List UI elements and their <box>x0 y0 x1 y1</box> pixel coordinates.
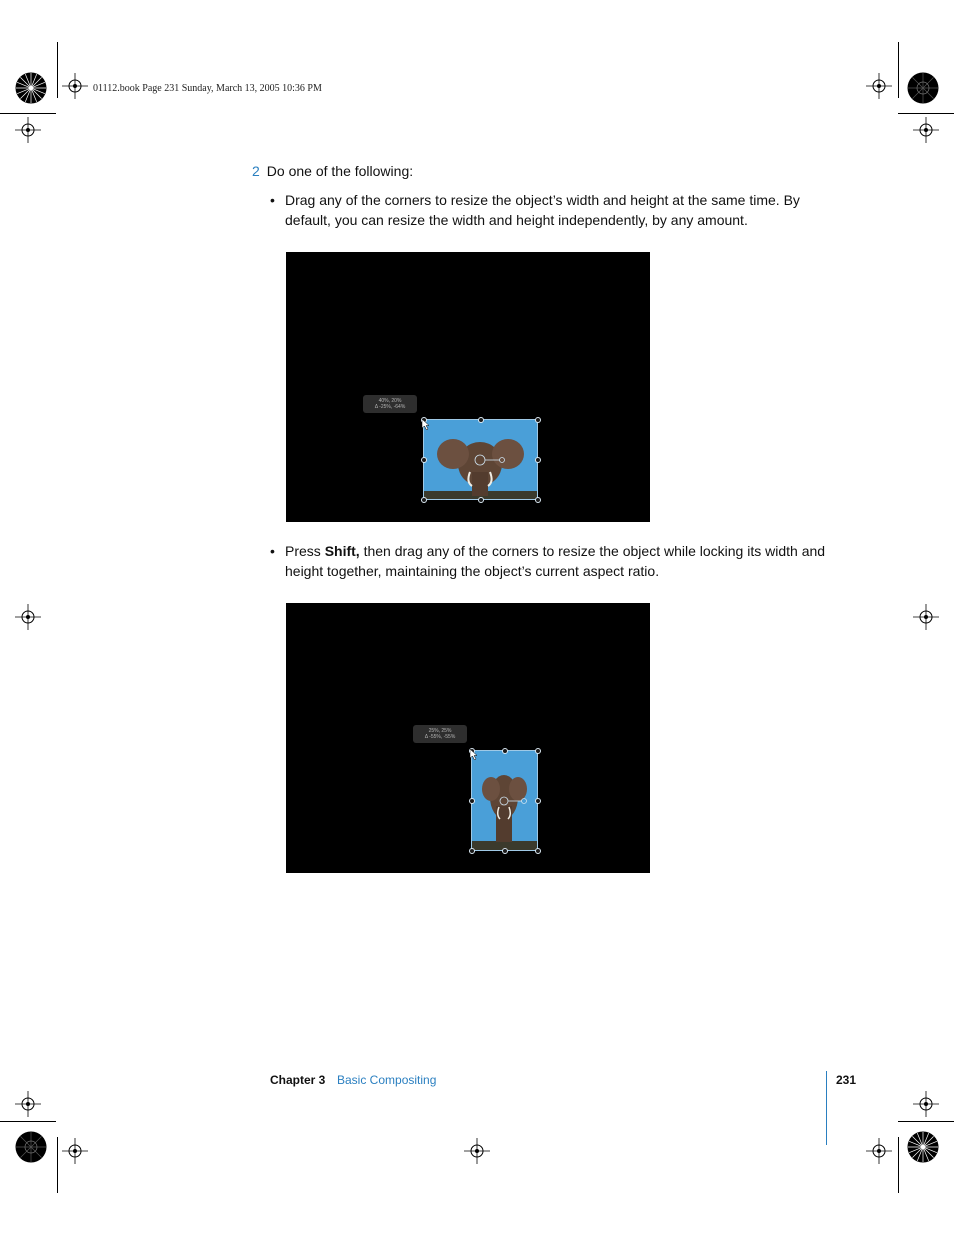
bullet-body: then drag any of the corners to resize the object while locking its width and height together, maintaining the object’s current aspect ratio. <box>285 543 826 579</box>
crosshair-registration-icon <box>15 117 41 143</box>
elephant-image <box>424 420 537 499</box>
mouse-pointer-icon <box>422 419 430 430</box>
crop-mark <box>57 1137 58 1193</box>
screenshot-figure-1 <box>286 252 650 522</box>
crosshair-registration-icon <box>464 1138 490 1164</box>
resize-handle-right[interactable] <box>535 457 541 463</box>
crosshair-registration-icon <box>15 1091 41 1117</box>
resize-handle-left[interactable] <box>469 798 475 804</box>
transform-hud <box>413 725 467 743</box>
shift-key-label: Shift, <box>324 543 360 559</box>
chapter-title: Basic Compositing <box>337 1073 437 1087</box>
hud-scale: 40%, 20% <box>378 398 402 404</box>
step-number: 2 <box>252 163 260 179</box>
crop-mark <box>0 113 56 114</box>
starburst-target-icon <box>907 1131 939 1163</box>
resize-handle-top[interactable] <box>502 748 508 754</box>
mouse-pointer-icon <box>470 749 478 760</box>
hud-scale: 25%, 25% <box>428 728 452 734</box>
crosshair-registration-icon <box>62 73 88 99</box>
crosshair-registration-icon <box>866 1138 892 1164</box>
bullet-item <box>270 190 830 230</box>
crop-mark <box>57 42 58 98</box>
bullet-text <box>285 541 830 581</box>
elephant-photo[interactable] <box>423 419 538 500</box>
step-line <box>252 163 413 179</box>
crosshair-registration-icon <box>913 117 939 143</box>
crosshair-registration-icon <box>15 604 41 630</box>
hud-delta: Δ -55%, -55% <box>424 734 456 740</box>
footer-rule <box>826 1071 827 1145</box>
crop-mark <box>898 1121 954 1122</box>
header-slug: 01112.book Page 231 Sunday, March 13, 2005 10:36 PM <box>93 83 322 94</box>
crosshair-registration-icon <box>62 1138 88 1164</box>
bullet-item <box>270 541 830 581</box>
resize-handle-bottom[interactable] <box>478 497 484 503</box>
starburst-target-icon <box>15 72 47 104</box>
resize-handle-bottom-right[interactable] <box>535 848 541 854</box>
bullet-text: Drag any of the corners to resize the object’s width and height at the same time. By default, you can resize the width and height independently, by any amount. <box>285 192 800 228</box>
crosshair-registration-icon <box>866 73 892 99</box>
starburst-target-icon <box>15 1131 47 1163</box>
chapter-label: Chapter 3 <box>270 1073 326 1087</box>
hud-delta: Δ -25%, -64% <box>374 404 406 410</box>
resize-handle-top-right[interactable] <box>535 417 541 423</box>
elephant-photo[interactable] <box>471 750 538 851</box>
resize-handle-top[interactable] <box>478 417 484 423</box>
resize-handle-left[interactable] <box>421 457 427 463</box>
resize-handle-bottom-left[interactable] <box>469 848 475 854</box>
starburst-target-icon <box>907 72 939 104</box>
crosshair-registration-icon <box>913 1091 939 1117</box>
resize-handle-top-right[interactable] <box>535 748 541 754</box>
bullet-dot: • <box>270 543 275 559</box>
bullet-dot: • <box>270 192 275 208</box>
resize-handle-bottom-left[interactable] <box>421 497 427 503</box>
resize-handle-bottom-right[interactable] <box>535 497 541 503</box>
step-text: Do one of the following: <box>266 163 414 179</box>
resize-handle-bottom[interactable] <box>502 848 508 854</box>
screenshot-figure-2 <box>286 603 650 873</box>
resize-handle-right[interactable] <box>535 798 541 804</box>
bullet-lead: Press <box>285 543 325 559</box>
crop-mark <box>898 113 954 114</box>
crop-mark <box>0 1121 56 1122</box>
transform-hud <box>363 395 417 413</box>
crop-mark <box>898 42 899 98</box>
elephant-image <box>472 751 537 850</box>
crop-mark <box>898 1137 899 1193</box>
page-number: 231 <box>836 1073 857 1087</box>
crosshair-registration-icon <box>913 604 939 630</box>
